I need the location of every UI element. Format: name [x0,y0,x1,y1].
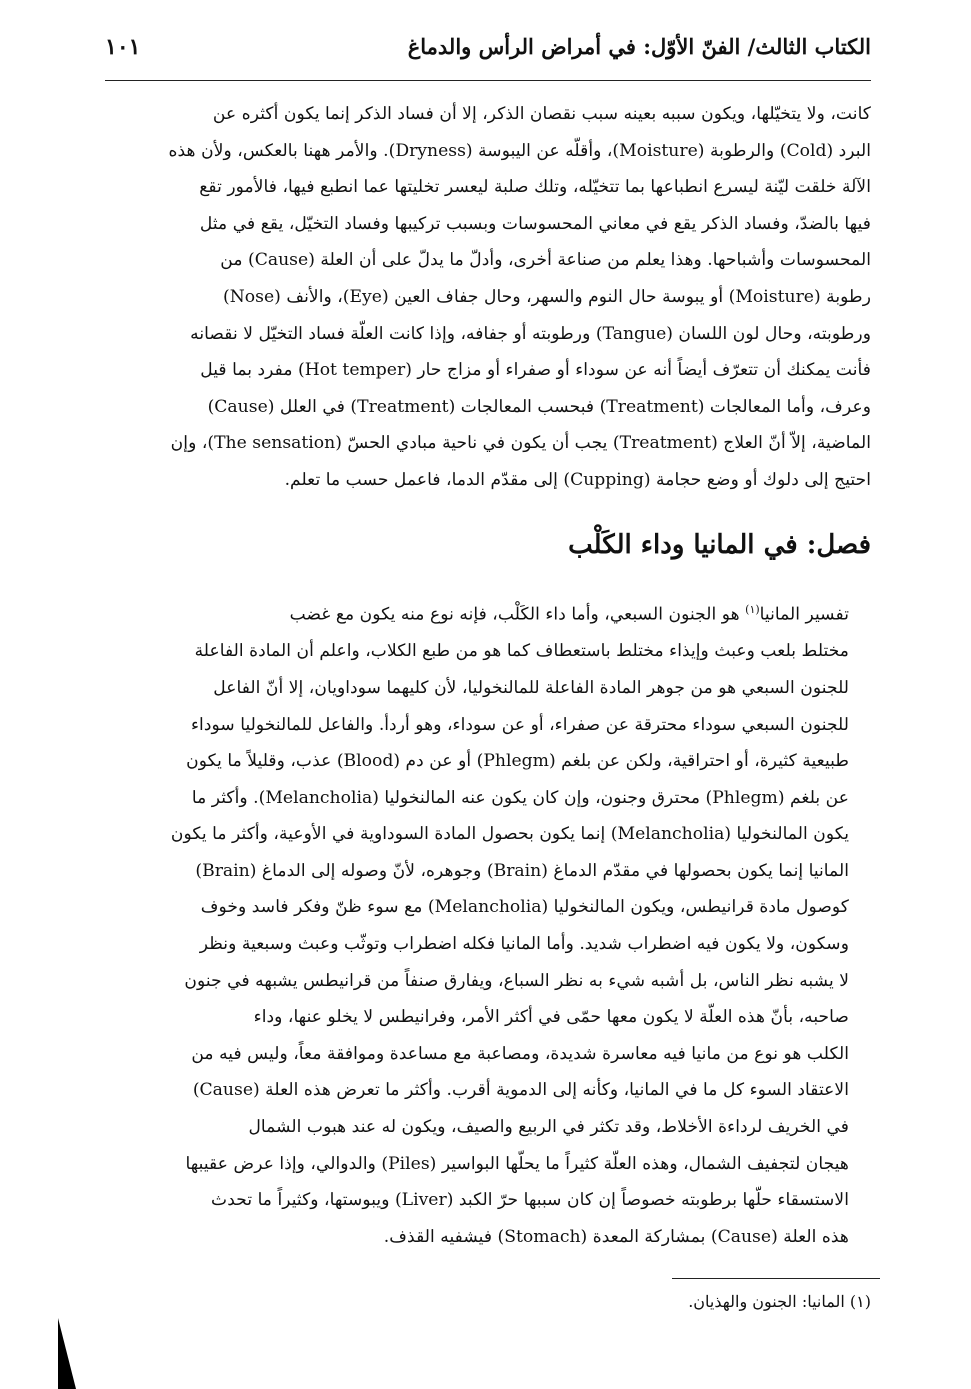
text-line: صاحبه، بأنّ هذه العلّة لا يكون معها حمّى في أكثر الأمر، وفرانيطس لا يخلو عنها، وداء [253,1007,849,1028]
text-line: البرد (Cold) والرطوبة (Moisture)، وأقلّه عن اليبوسة (Dryness). والأمر ههنا بالعكس، ولأن هذه [168,140,871,161]
text-line: يكون المالنخوليا (Melancholia) إنما يكون بحصول المادة السوداوية في الأوعية، وأكثر ما يكون [170,824,849,845]
paragraph-2 [105,592,871,1255]
text-line: كانت، ولا يتخيّلها، ويكون سببه بعينه سبب نقصان الذكر، إلا أن فساد الذكر إنما يكون أكثره عن [212,104,871,124]
text-line: ورطوبته، وحال لون اللسان (Tangue) ورطوبته أو جفافه، وإذا كانت العلّة فساد التخيّل لا نقصانه [190,323,871,344]
page-number: ١٠١ [105,34,141,60]
text-line: رطوبة (Moisture) أو يبوسة حال النوم والسهر، وحال جفاف العين (Eye)، والأنف (Nose) [223,286,871,307]
text-line: فأنت يمكنك أن تتعرّف أيضاً أنه عن سوداء أو صفراء أو مزاج حار (Hot temper) مفرد بما قيل [200,360,871,381]
text-line: المانيا إنما يكون بحصولها في مقدّم الدماغ (Brain) وجوهره، لأنّ وصوله إلى الدماغ (Brain) [195,860,849,881]
text-line: هذه العلة (Cause) بمشاركة المعدة (Stomach) فيشفيه القذف. [383,1226,849,1247]
text-line: الآلة خلقت ليّنة ليسرع انطباعها بما تتخيّله، وتلك صلبة ليعسر تخليتها عما انطبع فيها، فالأمور تقع [199,177,871,198]
footnote-divider [672,1278,880,1279]
text-line: فيها بالضدّ، وفساد الذكر يقع في معاني المحسوسات وبسبب تركيبها وفساد التخيّل، يقع في مثل [199,213,871,234]
text-line: للجنون السبعي هو من جوهر المادة الفاعلة للمالنخوليا، لأن كليهما سوداويان، إلا أنّ الفاعل [213,677,849,698]
text-line: لا يشبه نظر الناس، بل أشبه شيء به نظر السباع، ويفارق صنفاً من قرانيطس يشبهه في جنون [184,970,849,991]
text-line: طبيعية كثيرة، أو احتراقية، ولكن عن بلغم (Phlegm) أو عن دم (Blood) عذب، وقليلاً ما يكون [186,751,849,772]
text-line: احتيج إلى دلوك أو وضع حجامة (Cupping) إلى مقدّم الدما، فاعمل حسب ما تعلم. [284,469,871,490]
text-line-first [105,592,871,633]
text-run: هو الجنون السبعي، وأما داء الكَلْب، فإنه نوع منه يكون مع غضب [289,604,746,625]
text-run: تفسير المانيا [759,604,849,625]
text-line: كوصول مادة قرانيطس، ويكون المالنخوليا (Melancholia) مع سوء ظنّ وفكر فاسد وخوف [200,897,849,918]
footnote: (١) المانيا: الجنون والهذيان. [688,1292,871,1311]
footnote-reference: (١) [745,603,760,616]
section-heading: فصل: في المانيا وداء الكَلْب [568,530,871,560]
text-line: الاعتقاد السوء كل ما في المانيا، وكأنه إلى الدموية أقرب. وأكثر ما تعرض هذه العلة (Cause) [192,1080,849,1101]
text-line: وعرف، وأما المعالجات (Treatment) فبحسب المعالجات (Treatment) في العلل (Cause) [207,396,871,417]
text-line: الكلب هو نوع من مانيا فيه معاسرة شديدة، ومصاعبة مع مساعدة وموافقة معاً، وليس فيه من [191,1043,849,1064]
page-corner-shadow [58,1318,76,1389]
text-line: الاستسقاء حلّها برطوبته خصوصاً إن كان سببها حرّ الكبد (Liver) ويبوستها، وكثيراً ما تحدث [211,1190,849,1211]
text-line: المحسوسات وأشباحها. وهذا يعلم من صناعة أخرى، وأدلّ ما يدلّ على أن العلة (Cause) من [220,250,871,271]
paragraph-1 [105,96,871,499]
text-line: هيجان لتجفيف الشمال، وهذه العلّة كثيراً ما يحلّها البواسير (Piles) والدوالي، وإذا عرض عقيبها [185,1153,849,1174]
text-line: للجنون السبعي سوداء محترقة عن صفراء، أو عن سوداء، وهو أردأ. والفاعل للمالنخوليا سوداء [190,714,849,735]
text-line: في الخريف لرداءة الأخلاط، وقد تكثر في الربيع والصيف، ويكون له عند هبوب الشمال [248,1117,849,1138]
text-line: مختلط بلعب وعبث وإيذاء مختلط باستعطاف كما هو من طبع الكلاب، واعلم أن المادة الفاعلة [194,641,849,662]
text-line: الماضية، إلاّ أنّ العلاج (Treatment) يجب أن يكون في ناحية مبادي الحسّ (The sensation)، وإن [170,433,871,454]
text-line: وسكون، ولا يكون فيه اضطراب شديد. وأما المانيا فكله اضطراب وتوثّب وعبث وسبعية ونظر [199,934,849,955]
page-header [105,30,871,81]
running-title: الكتاب الثالث/ الفنّ الأوّل: في أمراض الرأس والدماغ [407,34,871,59]
text-line: عن بلغم (Phlegm) محترق وجنون، وإن كان يكون عنه المالنخوليا (Melancholia). وأكثر ما [191,787,849,808]
